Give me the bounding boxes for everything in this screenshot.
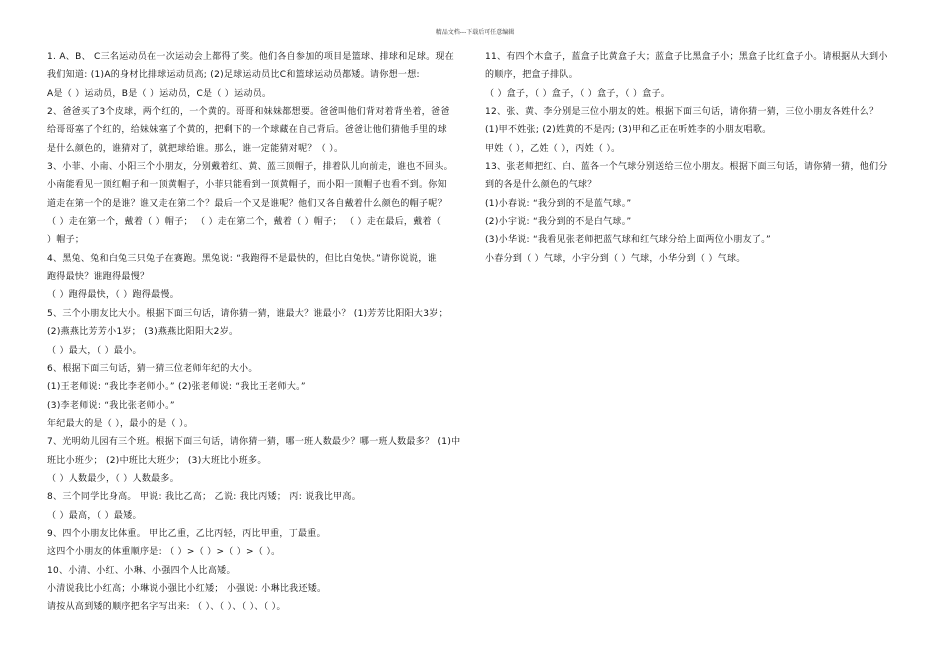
text-line: 3、小菲、小南、小阳三个小朋友，分别戴着红、黄、蓝三顶帽子，排着队儿向前走，谁也不回头。: [47, 162, 453, 173]
text-line: （ ）人数最少，（ ）人数最多。: [47, 473, 180, 484]
text-line: (2)小宇说: “我分到的不是白气球。”: [485, 217, 632, 228]
text-line: （ ）盒子，（ ）盒子，（ ）盒子，（ ）盒子。: [485, 88, 671, 99]
text-line: （ ）最高，（ ）最矮。: [47, 510, 142, 521]
text-line: 的顺序，把盒子排队。: [485, 70, 579, 81]
text-line: A是（ ）运动员，B是（ ）运动员，C是（ ）运动员。: [47, 88, 272, 99]
text-line: 4、黑兔、兔和白兔三只兔子在赛跑。黑兔说: “我跑得不是最快的，但比白兔快。”请你说说，谁: [47, 253, 437, 264]
text-line: 7、光明幼儿园有三个班。根据下面三句话，请你猜一猜，哪一班人数最少？哪一班人数最多？ (1)中: [47, 437, 461, 448]
text-line: (2)燕燕比芳芳小1岁； (3)燕燕比阳阳大2岁。: [47, 327, 239, 338]
text-line: (3)李老师说: “我比张老师小。”: [47, 400, 175, 411]
text-line: 小南能看见一顶红帽子和一顶黄帽子，小菲只能看到一顶黄帽子，而小阳一顶帽子也看不到。你知: [47, 180, 447, 191]
text-line: 甲姓（ ），乙姓（ ），丙姓（ ）。: [485, 143, 621, 154]
text-line: 5、三个小朋友比大小。根据下面三句话，请你猜一猜，谁最大？谁最小？ (1)芳芳比阳阳大3岁；: [47, 308, 448, 319]
page-header: 精品文档---下载后可任意编辑: [435, 29, 515, 36]
text-line: （ ）跑得最快，（ ）跑得最慢。: [47, 290, 180, 301]
text-line: 小清说我比小红高；小琳说小强比小红矮； 小强说: 小琳比我还矮。: [47, 583, 327, 594]
text-line: 到的各是什么颜色的气球？: [485, 180, 597, 191]
text-line: 班比小班少； (2)中班比大班少； (3)大班比小班多。: [47, 455, 267, 466]
text-line: 8、三个同学比身高。 甲说: 我比乙高； 乙说: 我比丙矮； 丙: 说我比甲高。: [47, 492, 361, 503]
text-line: 9、四个小朋友比体重。 甲比乙重，乙比丙轻，丙比甲重，丁最重。: [47, 528, 326, 539]
text-line: 道走在第一个的是谁？谁又走在第二个？最后一个又是谁呢？他们又各自戴着什么颜色的帽子呢？: [47, 198, 447, 209]
text-line: 小春分到（ ）气球，小宇分到（ ）气球，小华分到（ ）气球。: [485, 253, 746, 264]
text-line: 给哥哥塞了个红的，给妹妹塞了个黄的，把剩下的一个球藏在自己背后。爸爸让他们猜他手里的球: [47, 125, 447, 136]
text-line: 2、爸爸买了3个皮球，两个红的，一个黄的。哥哥和妹妹都想要。爸爸叫他们背对着背坐着，爸爸: [47, 107, 450, 118]
text-line: 我们知道: (1)A的身材比排球运动员高; (2)足球运动员比C和篮球运动员都矮。请你想一想:: [47, 70, 420, 81]
text-line: （ ）走在第一个，戴着（ ）帽子； （ ）走在第二个，戴着（ ）帽子； （ ）走在最后，戴着（: [47, 217, 442, 228]
text-line: 是什么颜色的，谁猜对了，就把球给谁。那么，谁一定能猜对呢？（ ）。: [47, 143, 344, 154]
text-line: 10、小清、小红、小琳、小强四个人比高矮。: [47, 565, 236, 576]
text-line: （ ）最大，（ ）最小。: [47, 345, 142, 356]
text-line: 跑得最快？谁跑得最慢？: [47, 272, 150, 283]
text-line: ）帽子；: [47, 235, 85, 246]
text-line: 1. A、B、 C三名运动员在一次运动会上都得了奖。他们各自参加的项目是篮球、排球和足球。现在: [47, 52, 455, 62]
text-line: 11、有四个木盒子，蓝盒子比黄盒子大；蓝盒子比黑盒子小；黑盒子比红盒子小。请根据从大到小: [485, 52, 888, 62]
text-line: 年纪最大的是（ ），最小的是（ ）。: [47, 418, 194, 429]
text-line: 请按从高到矮的顺序把名字写出来: （ ）、（ ）、（ ）、（ ）。: [47, 602, 286, 613]
text-line: 这四个小朋友的体重顺序是: （ ）>（ ）>（ ）>（ ）。: [47, 547, 281, 558]
text-line: (1)甲不姓张; (2)姓黄的不是丙; (3)甲和乙正在听姓李的小朋友唱歌。: [485, 125, 772, 136]
text-line: (1)王老师说: “我比李老师小。” (2)张老师说: “我比王老师大。”: [47, 382, 306, 393]
text-line: 13、张老师把红、白、蓝各一个气球分别送给三位小朋友。根据下面三句话，请你猜一猜，他们分: [485, 162, 888, 173]
right-column: [485, 48, 905, 268]
text-line: 12、张、黄、李分别是三位小朋友的姓。根据下面三句话，请你猜一猜，三位小朋友各姓什么？: [485, 107, 879, 118]
text-line: (1)小春说: “我分到的不是蓝气球。”: [485, 198, 632, 209]
text-line: 6、根据下面三句话，猜一猜三位老师年纪的大小。: [47, 363, 258, 374]
text-line: (3)小华说: “我看见张老师把蓝气球和红气球分给上面两位小朋友了。”: [485, 235, 771, 246]
left-column: [47, 48, 467, 617]
